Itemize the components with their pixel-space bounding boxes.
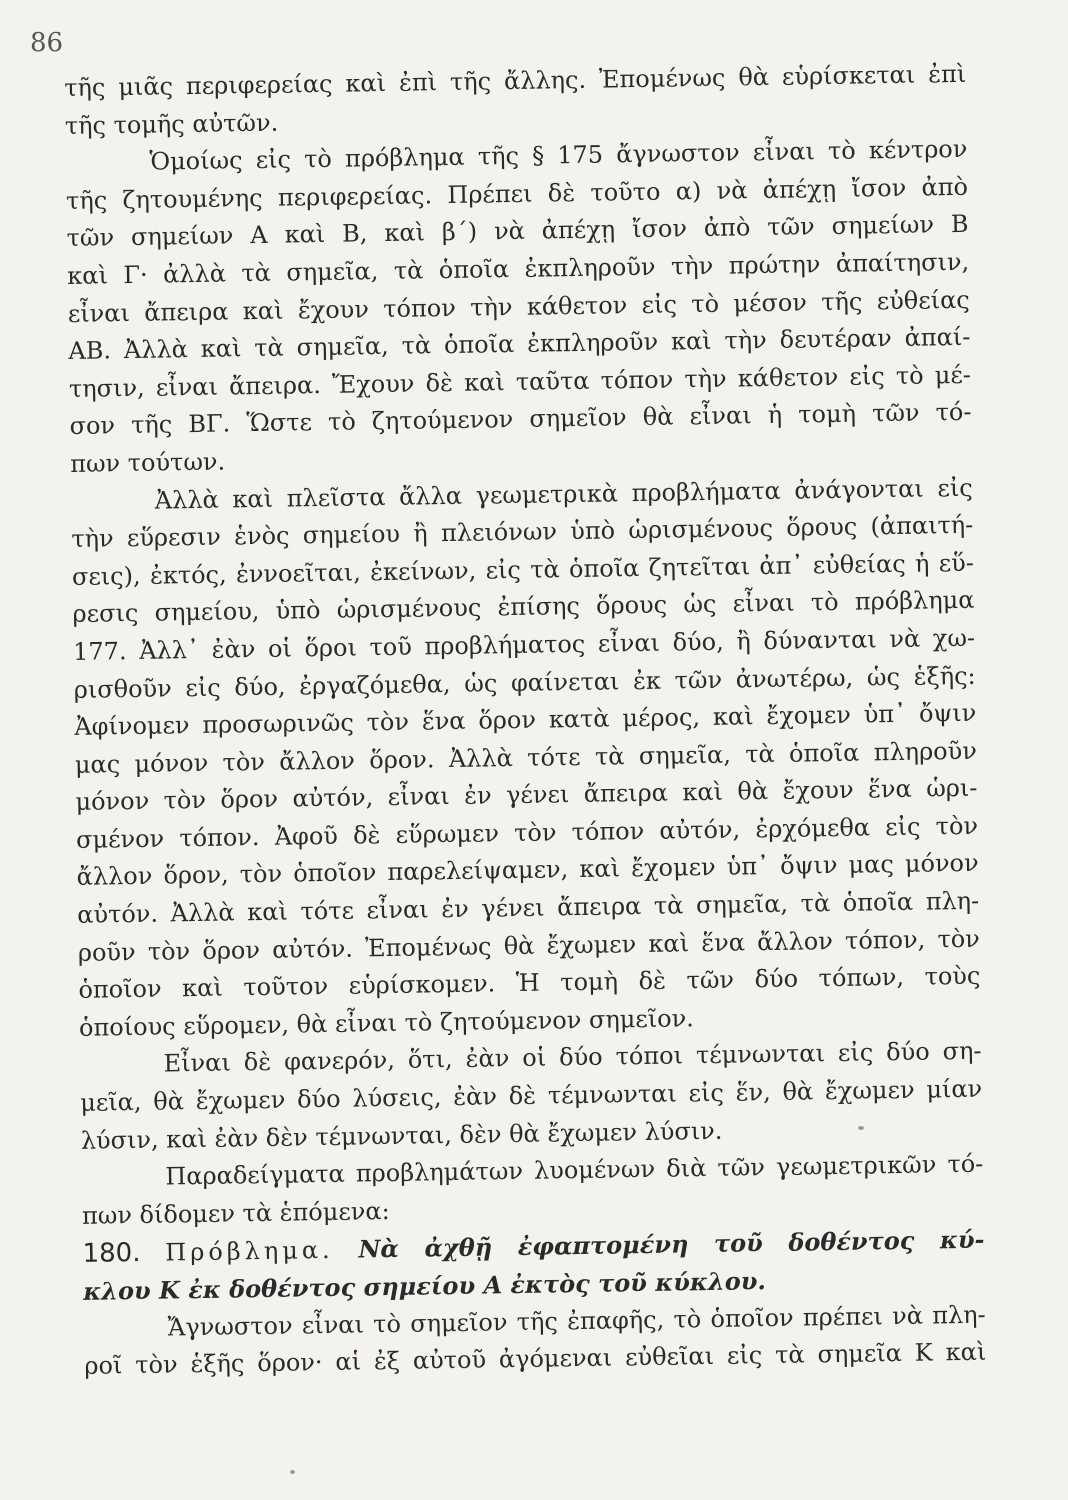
text-line: ρισθοῦν εἰς δύο, ἐργαζόμεθα, ὡς φαίνεται ἐκ τῶν ἀνωτέρω, ὡς ἑξῆς: (73, 661, 976, 704)
page-number: 86 (30, 28, 64, 58)
text-line: Ἀφίνομεν προσωρινῶς τὸν ἕνα ὅρον κατὰ μέρος, καὶ ἔχομεν ὑπ᾽ ὄψιν (74, 698, 977, 742)
text-line: τῆς τομῆς αὐτῶν. (64, 108, 279, 140)
text-line: Ὁμοίως εἰς τὸ πρόβλημα τῆς § 175 ἄγνωστον εἶναι τὸ κέντρον (149, 135, 968, 176)
text-line: τῶν σημείων Α καὶ Β, καὶ β΄) νὰ ἀπέχῃ ἴσον ἀπὸ τῶν σημείων Β (66, 210, 969, 253)
text-line: πων τούτων. (69, 447, 226, 478)
text-line: ροῖ τὸν ἑξῆς ὅρον· αἱ ἐξ αὐτοῦ ἀγόμεναι εὐθεῖαι εἰς τὰ σημεῖα Κ καὶ (84, 1337, 987, 1381)
text-line: ὁποίους εὕρομεν, θὰ εἶναι τὸ ζητούμενον σημεῖον. (78, 1004, 695, 1042)
text-line: σμένον τόπον. Ἀφοῦ δὲ εὕρωμεν τὸν τόπον αὐτόν, ἐρχόμεθα εἰς τὸν (75, 811, 979, 854)
text-line: σεις), ἐκτός, ἐννοεῖται, ἐκείνων, εἰς τὰ ὁποῖα ζητεῖται ἀπ᾽ εὐθείας ἡ εὕ- (71, 548, 975, 591)
text-line: Παραδείγματα προβλημάτων λυομένων διὰ τῶν γεωμετρικῶν τό- (165, 1149, 984, 1191)
text-line: Ἄγνωστον εἶναι τὸ σημεῖον τῆς ἐπαφῆς, τὸ ὁποῖον πρέπει νὰ πλη- (167, 1300, 986, 1342)
text-line: μεῖα, θὰ ἔχωμεν δύο λύσεις, ἐὰν δὲ τέμνωνται εἰς ἕν, θὰ ἔχωμεν μίαν (80, 1074, 983, 1117)
ink-speck (290, 1470, 295, 1474)
section-number: 180. (82, 1238, 141, 1270)
text-line: ὁποῖον καὶ τοῦτον εὑρίσκομεν. Ἡ τομὴ δὲ τῶν δύο τόπων, τοὺς (78, 961, 981, 1005)
text-line: ἄλλον ὅρον, τὸν ὁποῖον παρελείψαμεν, καὶ ἔχομεν ὑπ᾽ ὄψιν μας μόνον (76, 849, 979, 892)
text-line: εἶναι ἄπειρα καὶ ἔχουν τόπον τὴν κάθετον εἰς τὸ μέσον τῆς εὐθείας (67, 285, 970, 328)
text-line: 177. Ἀλλ᾽ ἐὰν οἱ ὅροι τοῦ προβλήματος εἶναι δύο, ἢ δύνανται νὰ χω- (72, 623, 976, 666)
ink-speck (858, 1126, 864, 1130)
body-text (64, 56, 987, 1386)
text-line: τησιν, εἶναι ἄπειρα. Ἔχουν δὲ καὶ ταῦτα τόπον τὴν κάθετον εἰς τὸ μέ- (68, 360, 972, 403)
text-line: ρεσις σημείου, ὑπὸ ὡρισμένους ἐπίσης ὅρους ὡς εἶναι τὸ πρόβλημα (72, 586, 975, 629)
text-line: καὶ Γ· ἀλλὰ τὰ σημεῖα, τὰ ὁποῖα ἐκπληροῦν τὴν πρώτην ἀπαίτησιν, (67, 247, 970, 290)
text-line: Εἶναι δὲ φανερόν, ὅτι, ἐὰν οἱ δύο τόποι τέμνωνται εἰς δύο ση- (163, 1037, 982, 1078)
text-line: τῆς ζητουμένης περιφερείας. Πρέπει δὲ τοῦτο α) νὰ ἀπέχῃ ἴσον ἀπὸ (65, 172, 969, 215)
section-body (83, 1296, 986, 1385)
text-line: αὐτόν. Ἀλλὰ καὶ τότε εἶναι ἐν γένει ἄπειρα τὰ σημεῖα, τὰ ὁποῖα πλη- (77, 886, 980, 929)
text-line: μας μόνον τὸν ἄλλον ὅρον. Ἀλλὰ τότε τὰ σημεῖα, τὰ ὁποῖα πληροῦν (74, 736, 978, 779)
text-line: σον τῆς ΒΓ. Ὥστε τὸ ζητούμενον σημεῖον θὰ εἶναι ἡ τομὴ τῶν τό- (69, 398, 972, 441)
text-line: λύσιν, καὶ ἐὰν δὲν τέμνωνται, δὲν θὰ ἔχωμεν λύσιν. (80, 1116, 723, 1155)
text-line: Ἀλλὰ καὶ πλεῖστα ἄλλα γεωμετρικὰ προβλήματα ἀνάγονται εἰς (154, 473, 973, 515)
section-title-part-1: Νὰ ἀχθῇ ἐφαπτομένη τοῦ δοθέντος κύ- (358, 1225, 985, 1264)
text-line: πων δίδομεν τὰ ἑπόμενα: (81, 1196, 390, 1230)
text-line: τὴν εὕρεσιν ἑνὸς σημείου ἢ πλειόνων ὑπὸ ὡρισμένους ὅρους (ἀπαιτή- (71, 510, 974, 554)
text-line: ροῦν τὸν ὅρον αὐτόν. Ἐπομένως θὰ ἔχωμεν καὶ ἕνα ἄλλον τόπον, τὸν (77, 924, 980, 967)
body-paragraphs (64, 56, 984, 1235)
section-title-part-2: κλου Κ ἐκ δοθέντος σημείου Α ἐκτὸς τοῦ κύκλου. (82, 1266, 766, 1306)
text-line: τῆς μιᾶς περιφερείας καὶ ἐπὶ τῆς ἄλλης. Ἐπομένως θὰ εὑρίσκεται ἐπὶ (64, 59, 967, 102)
text-line: μόνον τὸν ὅρον αὐτόν, εἶναι ἐν γένει ἄπειρα καὶ θὰ ἔχουν ἕνα ὡρι- (75, 774, 978, 817)
section-label: Πρόβλημα. (165, 1236, 334, 1267)
text-line: ΑΒ. Ἀλλὰ καὶ τὰ σημεῖα, τὰ ὁποῖα ἐκπληροῦν καὶ τὴν δευτέραν ἀπαί- (68, 322, 971, 366)
